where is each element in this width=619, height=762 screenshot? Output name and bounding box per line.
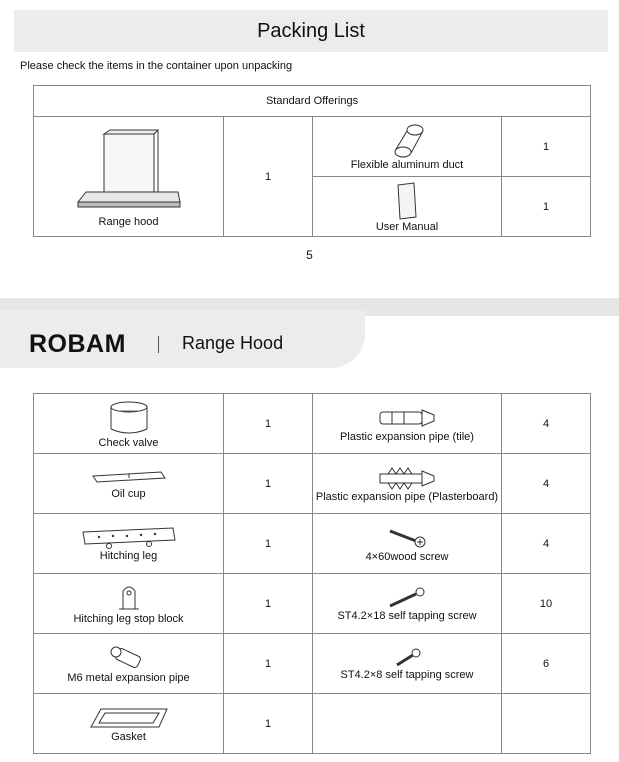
stop-block-icon	[114, 583, 144, 613]
gasket-qty: 1	[224, 694, 313, 754]
self-tapping-screw-8-cell	[313, 634, 502, 694]
hitching-leg-cell	[34, 514, 224, 574]
range-hood-qty: 1	[224, 117, 313, 237]
standard-offerings-table	[33, 85, 591, 237]
wood-screw-qty: 4	[502, 514, 591, 574]
metal-expansion-pipe-qty: 1	[224, 634, 313, 694]
check-valve-qty: 1	[224, 394, 313, 454]
brand-logo: ROBAM	[29, 330, 126, 358]
self-tapping-screw-18-qty: 10	[502, 574, 591, 634]
empty-qty-cell	[502, 694, 591, 754]
gasket-icon	[87, 705, 171, 731]
wood-screw-icon	[382, 525, 432, 551]
wood-screw-label: 4×60wood screw	[365, 550, 449, 563]
oil-cup-cell	[34, 454, 224, 514]
duct-label: Flexible aluminum duct	[350, 158, 464, 171]
oil-cup-qty: 1	[224, 454, 313, 514]
metal-expansion-pipe-label: M6 metal expansion pipe	[67, 671, 190, 684]
manual-qty: 1	[502, 177, 591, 237]
wood-screw-cell	[313, 514, 502, 574]
oil-cup-icon	[89, 468, 169, 488]
plastic-pipe-tile-cell	[313, 394, 502, 454]
page-number: 5	[306, 248, 313, 262]
duct-qty: 1	[502, 117, 591, 177]
self-tapping-screw-8-qty: 6	[502, 634, 591, 694]
self-tapping-screw-18-label: ST4.2×18 self tapping screw	[337, 609, 477, 622]
plastic-pipe-plasterboard-cell	[313, 454, 502, 514]
self-tapping-screw-8-label: ST4.2×8 self tapping screw	[340, 668, 474, 681]
self-tapping-screw-18-icon	[382, 586, 432, 610]
stop-block-label: Hitching leg stop block	[73, 612, 184, 625]
page-title: Packing List	[14, 10, 608, 52]
plastic-pipe-tile-label: Plastic expansion pipe (tile)	[340, 430, 474, 443]
gasket-label: Gasket	[111, 730, 146, 743]
duct-cell	[313, 117, 502, 177]
metal-expansion-pipe-cell	[34, 634, 224, 694]
self-tapping-screw-18-cell	[313, 574, 502, 634]
stop-block-cell	[34, 574, 224, 634]
check-valve-icon	[104, 399, 154, 437]
product-title: Range Hood	[182, 333, 284, 353]
range-hood-icon	[74, 126, 184, 216]
manual-icon	[392, 181, 422, 221]
check-valve-cell	[34, 394, 224, 454]
header-separator	[158, 336, 159, 353]
duct-icon	[387, 123, 427, 159]
parts-table	[33, 393, 591, 754]
standard-offerings-heading: Standard Offerings	[34, 86, 591, 117]
hitching-leg-qty: 1	[224, 514, 313, 574]
plastic-pipe-plasterboard-icon	[372, 465, 442, 491]
oil-cup-label: Oil cup	[111, 487, 146, 500]
gasket-cell	[34, 694, 224, 754]
plastic-pipe-plasterboard-qty: 4	[502, 454, 591, 514]
check-valve-label: Check valve	[98, 436, 159, 449]
self-tapping-screw-8-icon	[387, 647, 427, 669]
plastic-pipe-tile-qty: 4	[502, 394, 591, 454]
hitching-leg-icon	[79, 526, 179, 550]
manual-label: User Manual	[375, 220, 439, 233]
range-hood-label: Range hood	[98, 215, 159, 228]
intro-text: Please check the items in the container upon unpacking	[20, 60, 293, 72]
range-hood-cell	[34, 117, 224, 237]
manual-cell	[313, 177, 502, 237]
stop-block-qty: 1	[224, 574, 313, 634]
hitching-leg-label: Hitching leg	[99, 549, 158, 562]
plastic-pipe-plasterboard-label: Plastic expansion pipe (Plasterboard)	[315, 490, 499, 503]
empty-cell	[313, 694, 502, 754]
metal-expansion-pipe-icon	[106, 644, 152, 672]
plastic-pipe-tile-icon	[372, 405, 442, 431]
